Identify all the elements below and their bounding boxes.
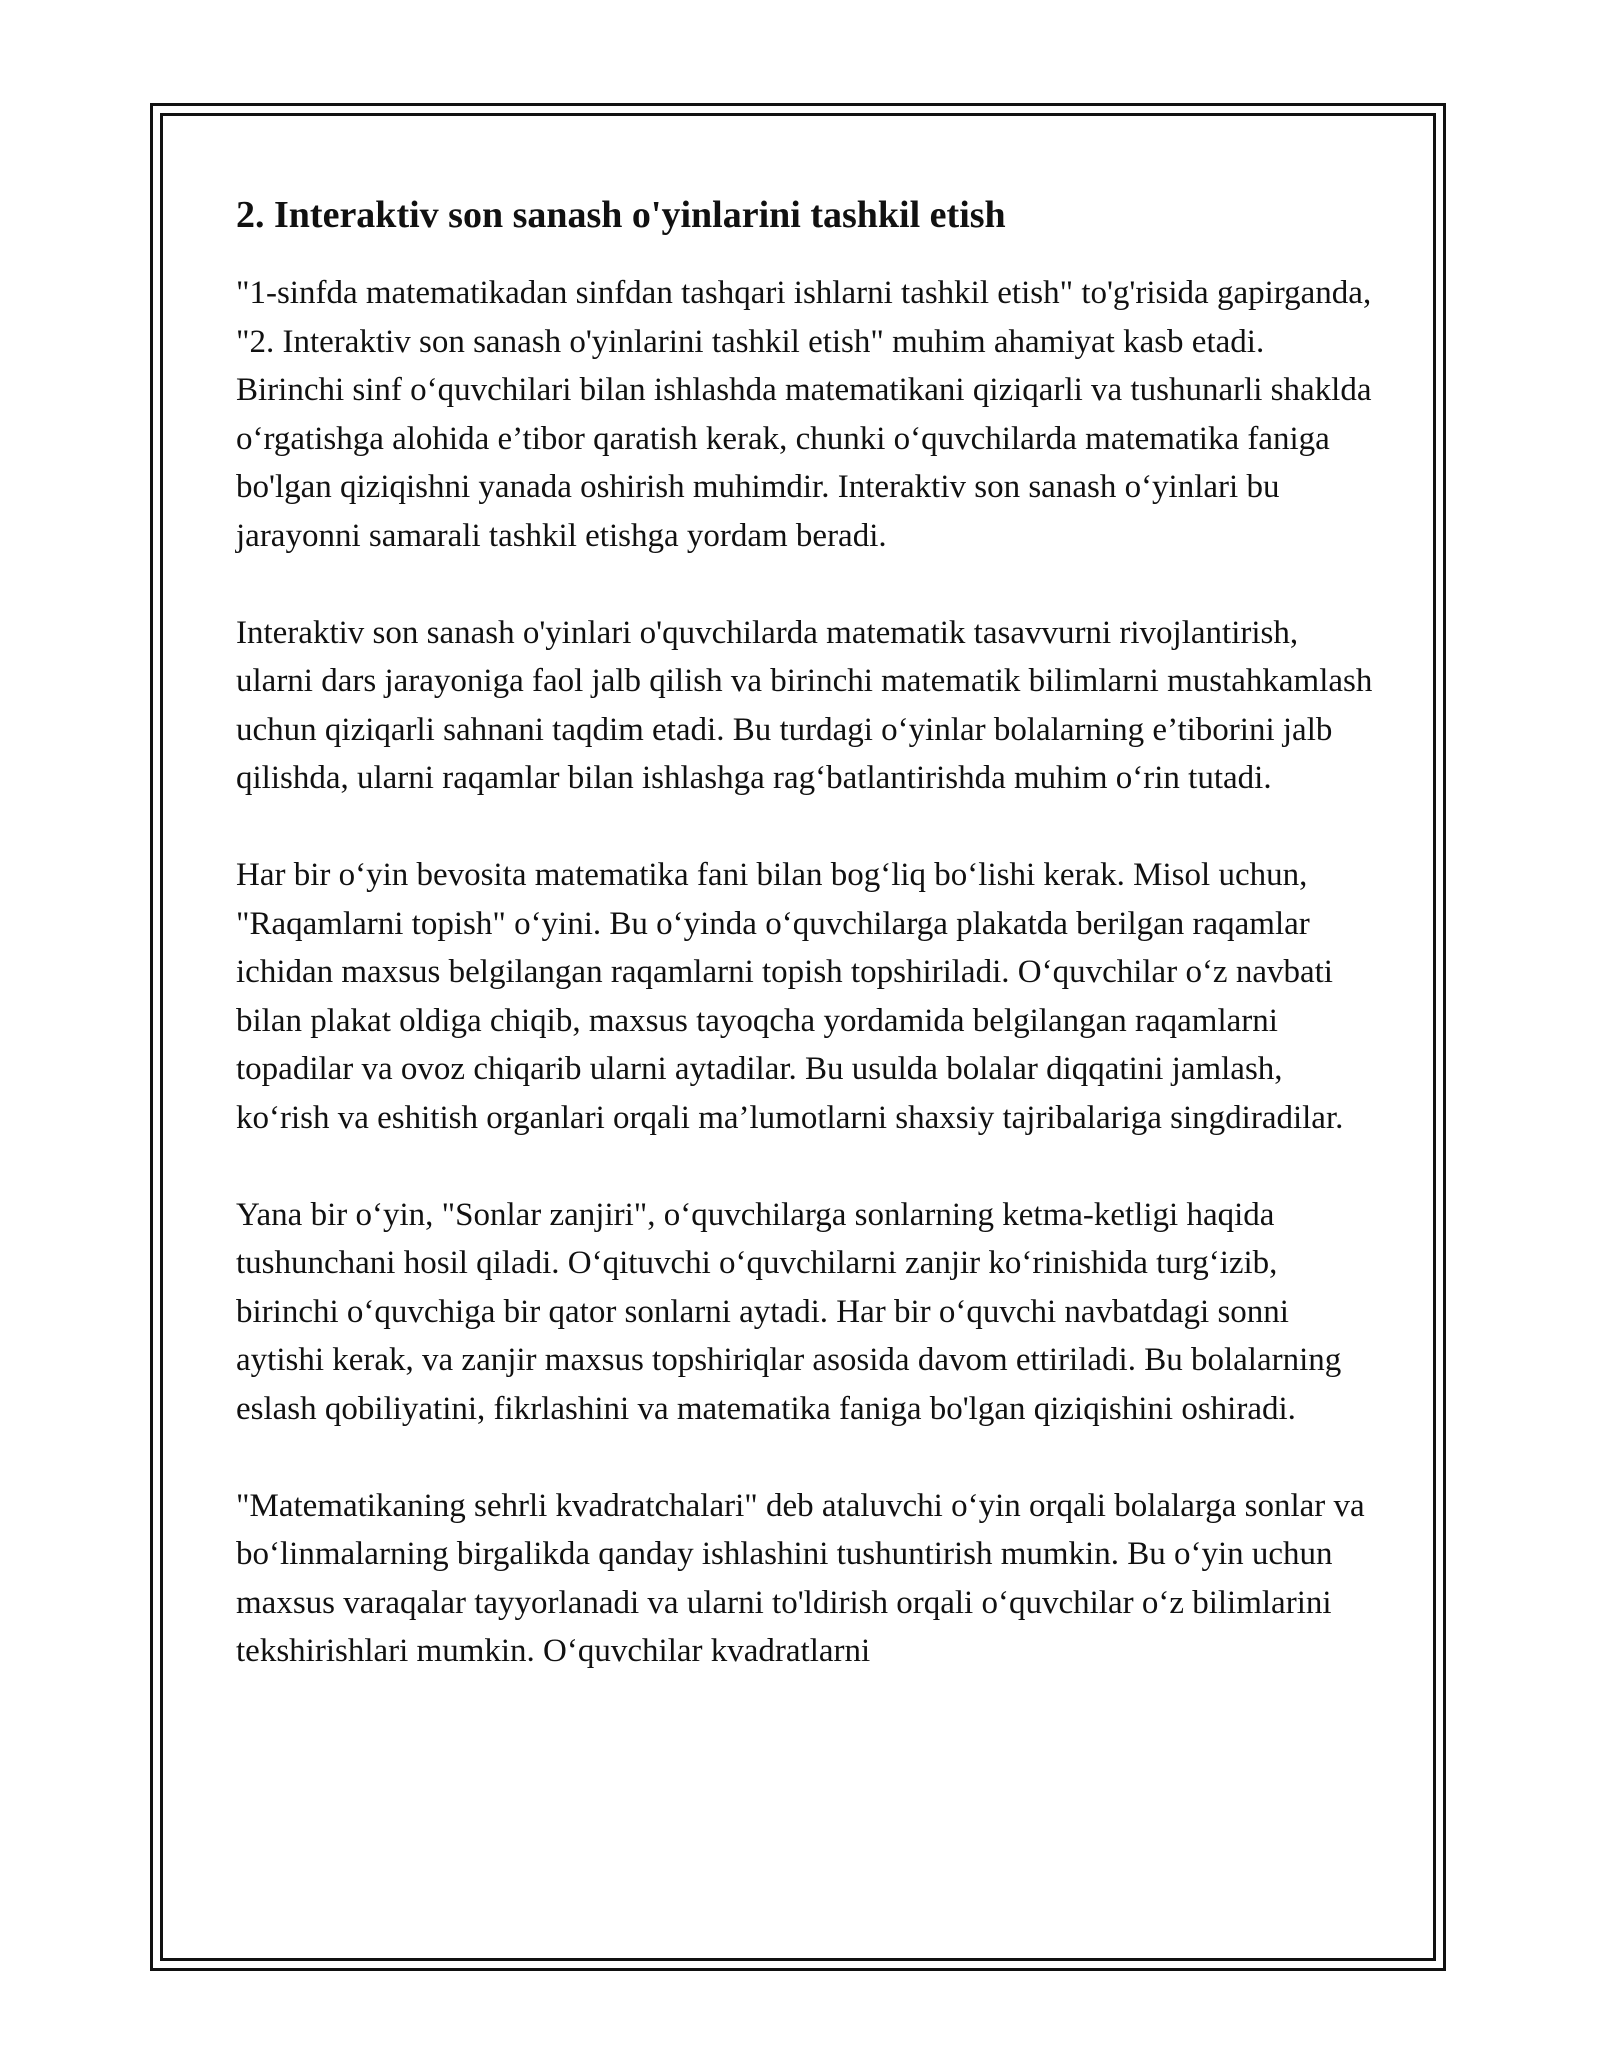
paragraph-2: Interaktiv son sanash o'yinlari o'quvchilarda matematik tasavvurni rivojlantirish, ularni dars jarayoniga faol jalb qilish va birinchi matematik bilimlarni mustahkamlash uchun qiziqarli sahnani taqdim etadi. Bu turdagi o‘yinlar bolalarning e’tiborini jalb qilishda, ularni raqamlar bilan ishlashga rag‘batlantirishda muhim o‘rin tutadi. — [236, 614, 1373, 796]
paragraph-3: Har bir o‘yin bevosita matematika fani bilan bog‘liq bo‘lishi kerak. Misol uchun, "Raqamlarni topish" o‘yini. Bu o‘yinda o‘quvchilarga plakatda berilgan raqamlar ichidan maxsus belgilangan raqamlarni topish topshiriladi. O‘quvchilar o‘z navbati bilan plakat oldiga chiqib, maxsus tayoqcha yordamida belgilangan raqamlarni topadilar va ovoz chiqarib ularni aytadilar. Bu usulda bolalar diqqatini jamlash, ko‘rish va eshitish organlari orqali ma’lumotlarni shaxsiy tajribalariga singdiradilar. — [236, 857, 1344, 1136]
paragraph-5: "Matematikaning sehrli kvadratchalari" deb ataluvchi o‘yin orqali bolalarga sonlar va bo‘linmalarning birgalikda qanday ishlashini tushuntirish mumkin. Bu o‘yin uchun maxsus varaqalar tayyorlanadi va ularni to'ldirish orqali o‘quvchilar o‘z bilimlarini tekshirishlari mumkin. O‘quvchilar kvadratlarni — [236, 1487, 1365, 1669]
paragraph-1: "1-sinfda matematikadan sinfdan tashqari ishlarni tashkil etish" to'g'risida gapirganda, "2. Interaktiv son sanash o'yinlarini tashkil etish" muhim ahamiyat kasb etadi. Birinchi sinf o‘quvchilari bilan ishlashda matematikani qiziqarli va tushunarli shaklda o‘rgatishga alohida e’tibor qaratish kerak, chunki o‘quvchilarda matematika faniga bo'lgan qiziqishni yanada oshirish muhimdir. Interaktiv son sanash o‘yinlari bu jarayonni samarali tashkil etishga yordam beradi. — [236, 275, 1372, 554]
paragraph-4: Yana bir o‘yin, "Sonlar zanjiri", o‘quvchilarga sonlarning ketma-ketligi haqida tushunchani hosil qiladi. O‘qituvchi o‘quvchilarni zanjir ko‘rinishida turg‘izib, birinchi o‘quvchiga bir qator sonlarni aytadi. Har bir o‘quvchi navbatdagi sonni aytishi kerak, va zanjir maxsus topshiriqlar asosida davom ettiriladi. Bu bolalarning eslash qobiliyatini, fikrlashini va matematika faniga bo'lgan qiziqishini oshiradi. — [236, 1196, 1342, 1427]
document-content — [236, 180, 1376, 1724]
section-heading: 2. Interaktiv son sanash o'yinlarini tashkil etish — [236, 194, 1006, 236]
